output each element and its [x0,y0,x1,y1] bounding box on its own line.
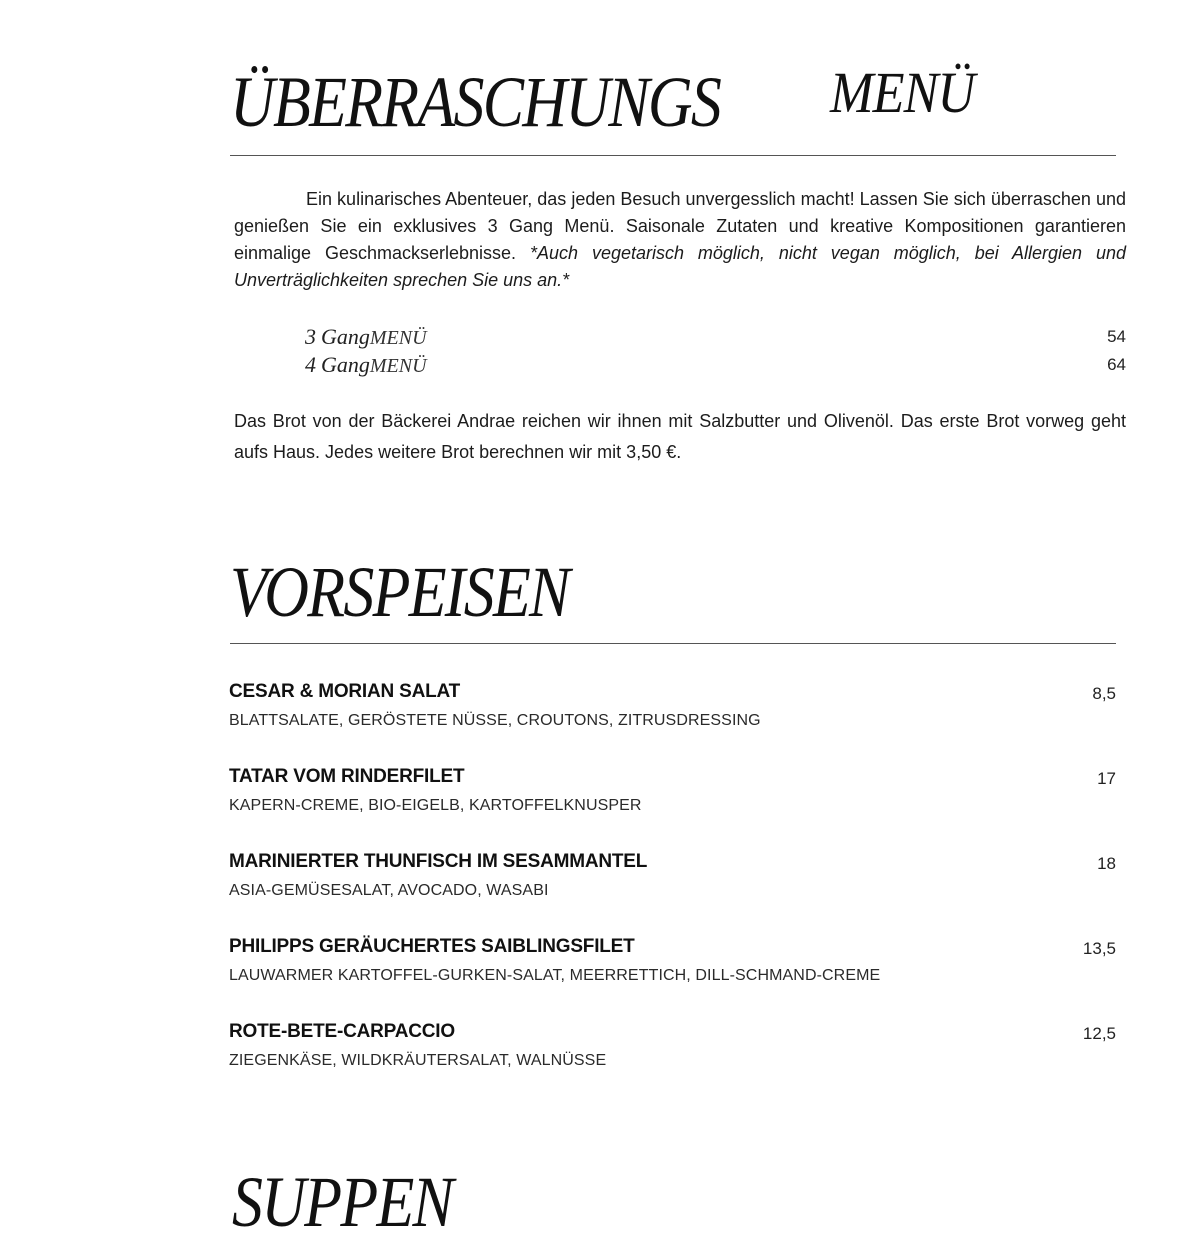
intro-note: *Auch vegetarisch möglich, nicht vegan möglich, bei Allergien und Unverträglichkeiten sprechen Sie uns an.* [234,243,1126,290]
menu-item-price: 12,5 [1082,1024,1116,1043]
menu-option-menu: MENÜ [369,327,427,349]
menu-option-gang: Gang [321,324,370,349]
section-divider [230,155,1116,156]
surprise-menu-intro [234,186,1126,294]
menu-item-name: CESAR & MORIAN SALAT [229,681,461,702]
menu-item [229,1021,1116,1083]
menu-option [305,324,1126,352]
menu-item-description: LAUWARMER KARTOFFEL-GURKEN-SALAT, MEERRETTICH, DILL-SCHMAND-CREME [229,967,881,984]
menu-option-number: 4 [305,352,316,377]
menu-item-price: 18 [1097,854,1116,873]
menu-item-name: TATAR VOM RINDERFILET [229,766,465,787]
menu-item-name: MARINIERTER THUNFISCH IM SESAMMANTEL [229,851,648,872]
menu-item [229,681,1116,743]
menu-item [229,851,1116,913]
menu-option-menu: MENÜ [369,355,427,377]
menu-option-price: 54 [1107,327,1126,346]
menu-item-description: KAPERN-CREME, BIO-EIGELB, KARTOFFELKNUSPER [229,797,642,814]
menu-item-description: ASIA-GEMÜSESALAT, AVOCADO, WASABI [229,882,549,899]
menu-item-description: ZIEGENKÄSE, WILDKRÄUTERSALAT, WALNÜSSE [229,1052,607,1069]
intro-text: Ein kulinarisches Abenteuer, das jeden Besuch unvergesslich macht! Lassen Sie sich überraschen und genießen Sie ein exklusives 3 Gang Menü. Saisonale Zutaten und kreative Kompositionen garantieren einmalige Geschmackserlebnisse. [234,189,1126,263]
bread-note: Das Brot von der Bäckerei Andrae reichen wir ihnen mit Salzbutter und Olivenöl. Das erste Brot vorweg geht aufs Haus. Jedes weitere Brot berechnen wir mit 3,50 €. [234,411,1126,462]
starters-title: VORSPEISEN [230,552,569,632]
menu-item [229,766,1116,828]
surprise-menu-title: ÜBERRASCHUNGS [230,62,721,142]
menu-item-name: ROTE-BETE-CARPACCIO [229,1021,455,1042]
section-divider [230,643,1116,644]
menu-item-description: BLATTSALATE, GERÖSTETE NÜSSE, CROUTONS, ZITRUSDRESSING [229,712,761,729]
menu-item-price: 17 [1097,769,1116,788]
surprise-menu-title-suffix: MENÜ [830,60,975,125]
menu-option-gang: Gang [321,352,370,377]
menu-option-price: 64 [1107,355,1126,374]
menu-option-number: 3 [305,324,316,349]
menu-item-name: PHILIPPS GERÄUCHERTES SAIBLINGSFILET [229,936,635,957]
menu-item [229,936,1116,998]
menu-item-price: 13,5 [1082,939,1116,958]
menu-option [305,352,1126,380]
soups-title: SUPPEN [232,1162,453,1242]
menu-item-price: 8,5 [1092,684,1116,703]
